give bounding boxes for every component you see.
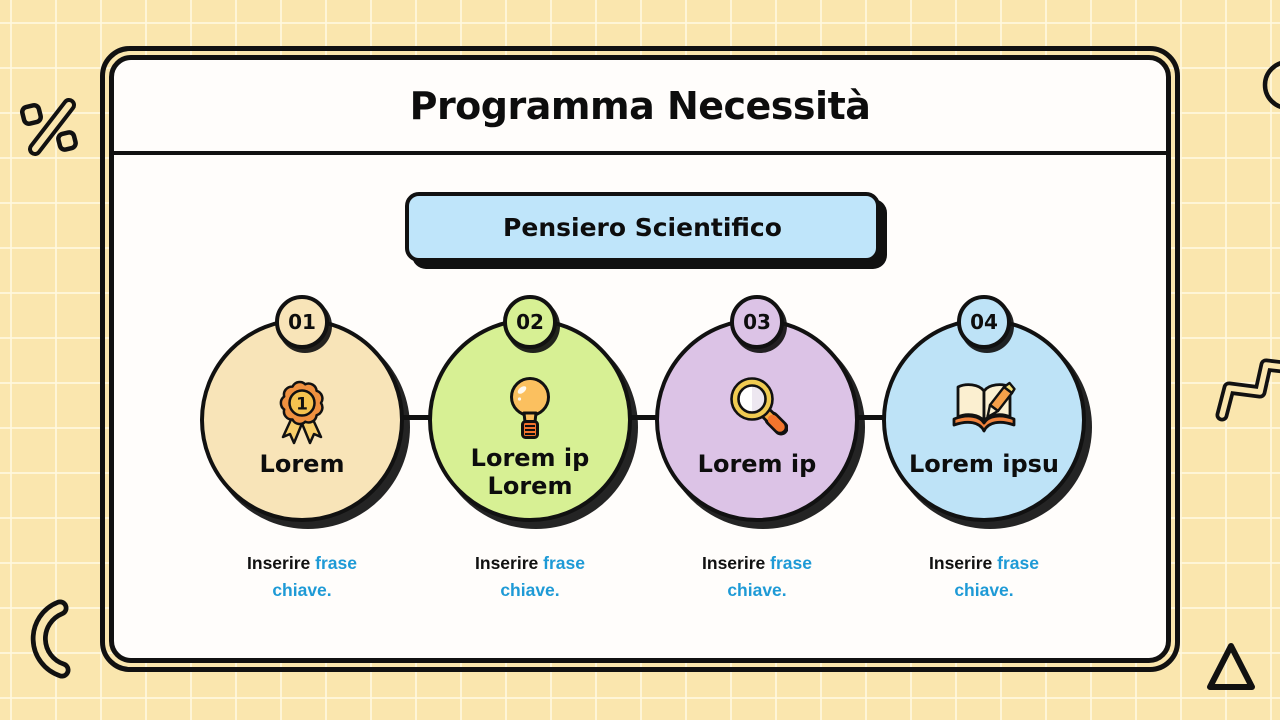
percent-icon — [21, 104, 77, 151]
page-title: Programma Necessità — [409, 83, 871, 128]
step-connector — [402, 415, 430, 420]
step-connector — [630, 415, 657, 420]
subtitle-button[interactable] — [405, 192, 880, 262]
step-caption: Inserire frase chiave. — [475, 553, 585, 600]
book-pencil-icon — [946, 375, 1022, 439]
step-label: Lorem ip Lorem — [470, 444, 590, 500]
step-number-badge: 02 — [503, 295, 557, 349]
step-label: Lorem — [259, 450, 345, 478]
svg-text:1: 1 — [296, 394, 308, 415]
step-caption: Inserire frase chiave. — [247, 553, 357, 600]
step-caption: Inserire frase chiave. — [702, 553, 812, 600]
step-connector — [857, 415, 884, 420]
lightbulb-icon — [502, 375, 558, 441]
medal-icon — [270, 375, 334, 447]
slide-card-inner — [109, 55, 1171, 663]
subtitle-button-label: Pensiero Scientifico — [503, 212, 782, 242]
step-label: Lorem ip — [697, 450, 817, 478]
caption-highlight: frase chiave. — [500, 553, 585, 600]
zigzag-icon — [1222, 365, 1280, 415]
slide-card — [100, 46, 1180, 672]
magnifier-icon — [726, 375, 788, 437]
triangle-icon — [1210, 646, 1252, 687]
step-label: Lorem ipsu — [908, 450, 1060, 478]
crescent-icon — [39, 608, 62, 670]
caption-highlight: frase chiave. — [727, 553, 812, 600]
step-number-badge: 04 — [957, 295, 1011, 349]
step-caption: Inserire frase chiave. — [929, 553, 1039, 600]
step-number-badge: 01 — [275, 295, 329, 349]
step-number-badge: 03 — [730, 295, 784, 349]
card-header — [114, 60, 1166, 155]
caption-highlight: frase chiave. — [954, 553, 1039, 600]
circle-outline-icon — [1265, 62, 1280, 108]
caption-highlight: frase chiave. — [272, 553, 357, 600]
